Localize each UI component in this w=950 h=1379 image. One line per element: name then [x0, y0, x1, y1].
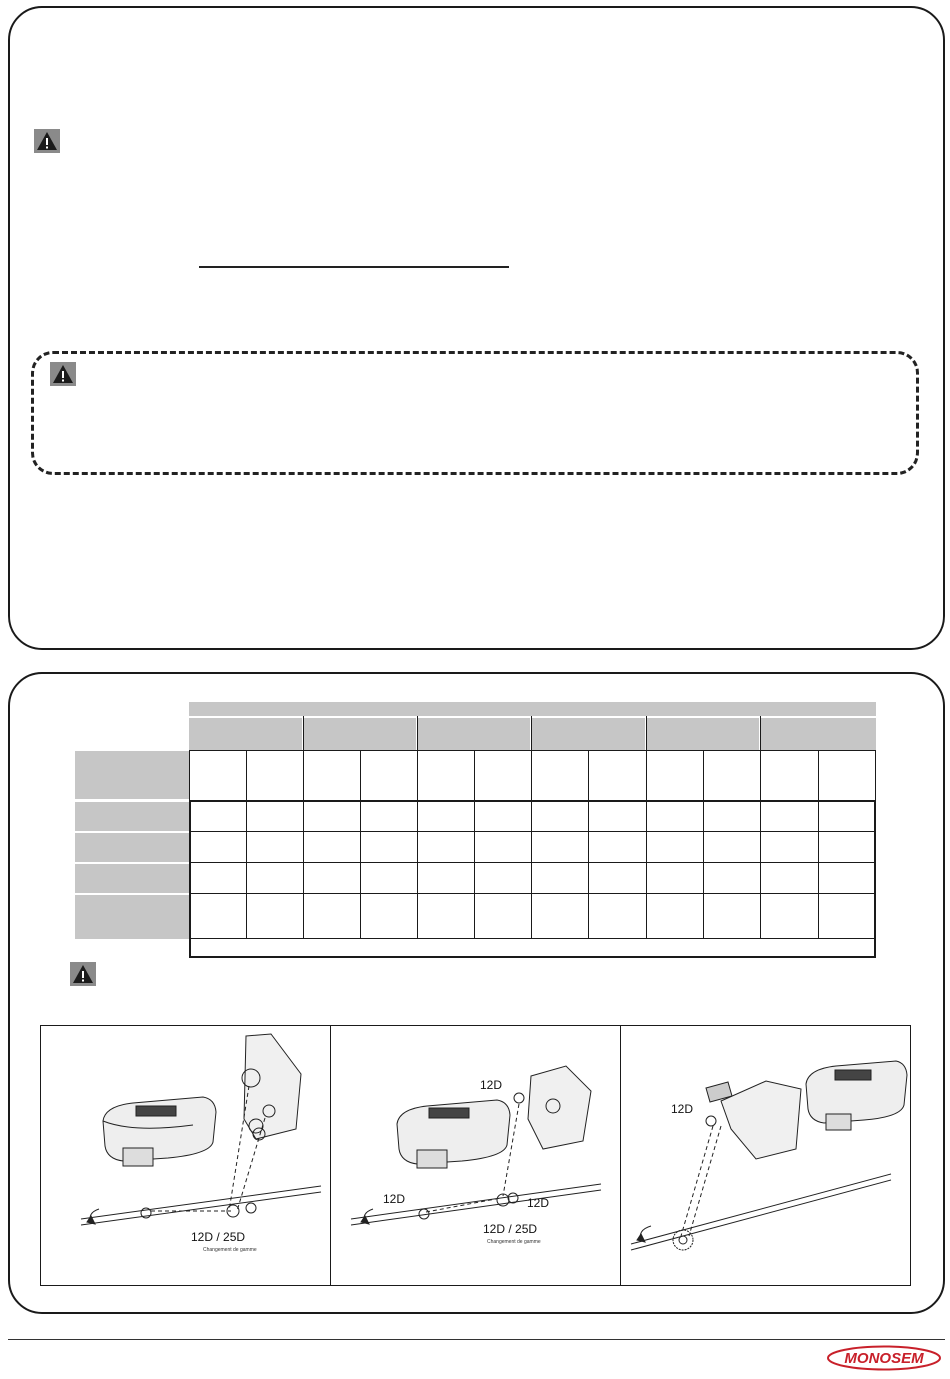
table-col-rule [588, 750, 589, 938]
monosem-logo [826, 1345, 942, 1371]
table-col-rule [875, 750, 876, 800]
sprocket-label: 12D [383, 1192, 406, 1206]
table-header-rule [189, 750, 876, 751]
warning-triangle-icon [34, 129, 60, 153]
illustration-left [40, 1025, 331, 1286]
logo-text: MONOSEM [844, 1350, 924, 1367]
sprocket-label: 12D / 25D [483, 1222, 538, 1236]
table-row-rule [189, 938, 876, 939]
table-col-rule [818, 750, 819, 938]
sprocket-label: 12D [480, 1078, 503, 1092]
underline-rule [199, 266, 509, 268]
row-header-cell [75, 802, 189, 831]
table-row-rule [189, 831, 876, 832]
warning-triangle-icon [70, 962, 96, 986]
row-header-cell [75, 864, 189, 893]
gearbox-drawing [331, 1026, 622, 1287]
table-header-band [189, 702, 876, 716]
table-col-rule [703, 750, 704, 938]
table-col-rule [189, 750, 190, 938]
sprocket-label: 12D [671, 1102, 694, 1116]
gearbox-drawing [621, 1026, 912, 1287]
illustration-caption: Changement de gamme [487, 1239, 541, 1245]
table-group-header [189, 718, 302, 750]
table-col-rule [474, 750, 475, 938]
table-group-header [418, 718, 530, 750]
row-header-cell [75, 751, 189, 799]
row-header-cell [75, 895, 189, 939]
table-group-header [304, 718, 416, 750]
table-body-outline [189, 800, 876, 958]
table-group-header [532, 718, 645, 750]
illustration-caption: Changement de gamme [203, 1247, 257, 1253]
illustration-right [620, 1025, 911, 1286]
table-col-rule [360, 750, 361, 938]
table-row-rule [189, 893, 876, 894]
table-group-header [647, 718, 759, 750]
table-col-rule [246, 750, 247, 938]
sprocket-label: 12D [527, 1196, 550, 1210]
gearbox-drawing [41, 1026, 332, 1287]
warning-dashed-box [31, 351, 919, 475]
sprocket-label: 12D / 25D [191, 1230, 246, 1244]
footer-rule [8, 1339, 945, 1340]
table-row-rule [189, 862, 876, 863]
row-header-cell [75, 833, 189, 862]
warning-triangle-icon [50, 362, 76, 386]
instructions-panel [8, 6, 945, 650]
illustration-middle [330, 1025, 621, 1286]
table-group-header [761, 718, 876, 750]
